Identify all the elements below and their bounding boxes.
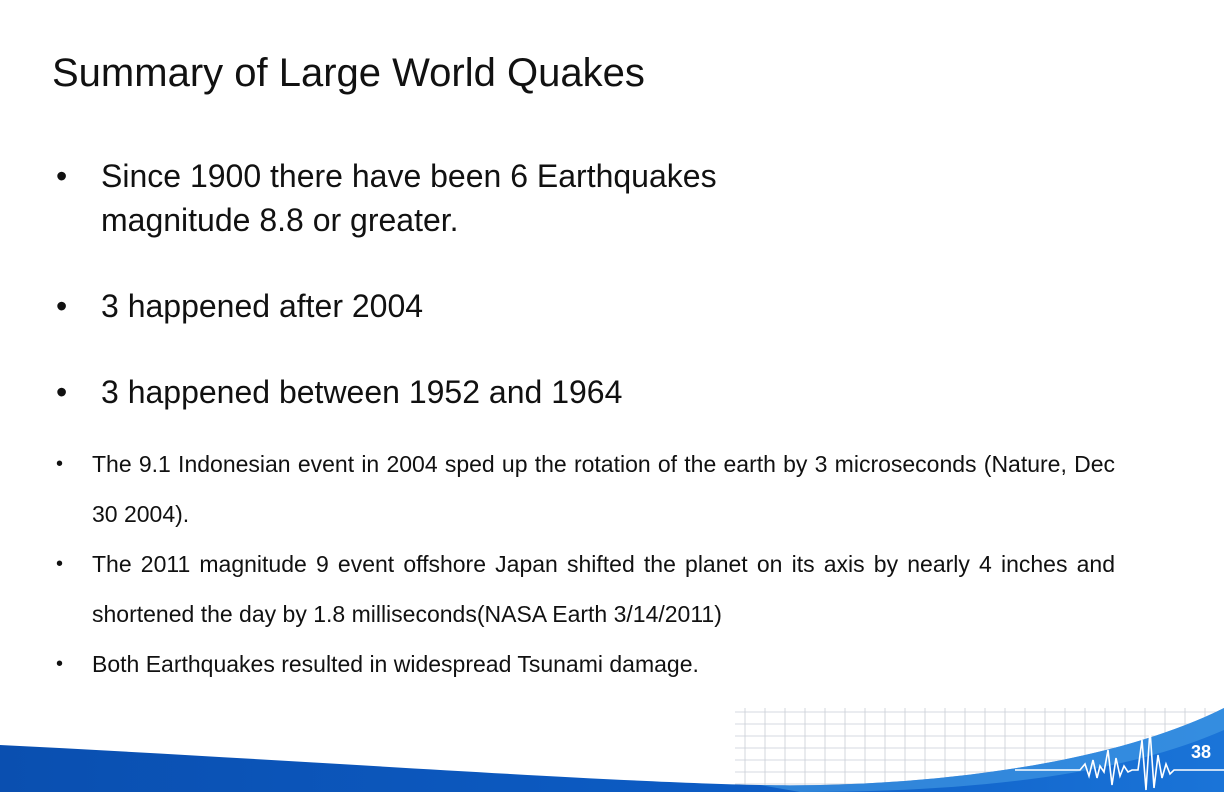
detail-bullet-item — [56, 639, 1115, 689]
main-bullet-item — [56, 370, 856, 414]
bullet-marker: • — [56, 553, 64, 575]
main-bullet-text: 3 happened after 2004 — [101, 288, 424, 324]
main-bullet-list — [56, 154, 856, 414]
detail-bullet-text: The 2011 magnitude 9 event offshore Japan shifted the planet on its axis by nearly 4 inches and shortened the day by 1.8 milliseconds(NASA Earth 3/14/2011) — [92, 551, 1115, 627]
detail-bullet-text: The 9.1 Indonesian event in 2004 sped up the rotation of the earth by 3 microseconds (Nature, Dec 30 2004). — [92, 451, 1115, 527]
page-number: 38 — [1190, 742, 1211, 762]
main-bullet-text: Since 1900 there have been 6 Earthquakes magnitude 8.8 or greater. — [101, 158, 717, 238]
footer-banner — [0, 700, 1224, 792]
detail-bullet-item — [56, 539, 1115, 639]
bullet-marker: • — [56, 653, 64, 675]
bullet-marker: • — [56, 158, 68, 194]
footer-wave-band — [0, 708, 1224, 792]
main-bullet-text: 3 happened between 1952 and 1964 — [101, 374, 623, 410]
detail-bullet-text: Both Earthquakes resulted in widespread Tsunami damage. — [92, 651, 699, 677]
detail-bullet-list — [56, 439, 1115, 689]
bullet-marker: • — [56, 453, 64, 475]
main-bullet-item — [56, 154, 856, 284]
detail-bullet-item — [56, 439, 1115, 539]
bullet-marker: • — [56, 374, 68, 410]
bullet-marker: • — [56, 288, 68, 324]
slide-title: Summary of Large World Quakes — [52, 51, 645, 95]
main-bullet-item — [56, 284, 856, 370]
